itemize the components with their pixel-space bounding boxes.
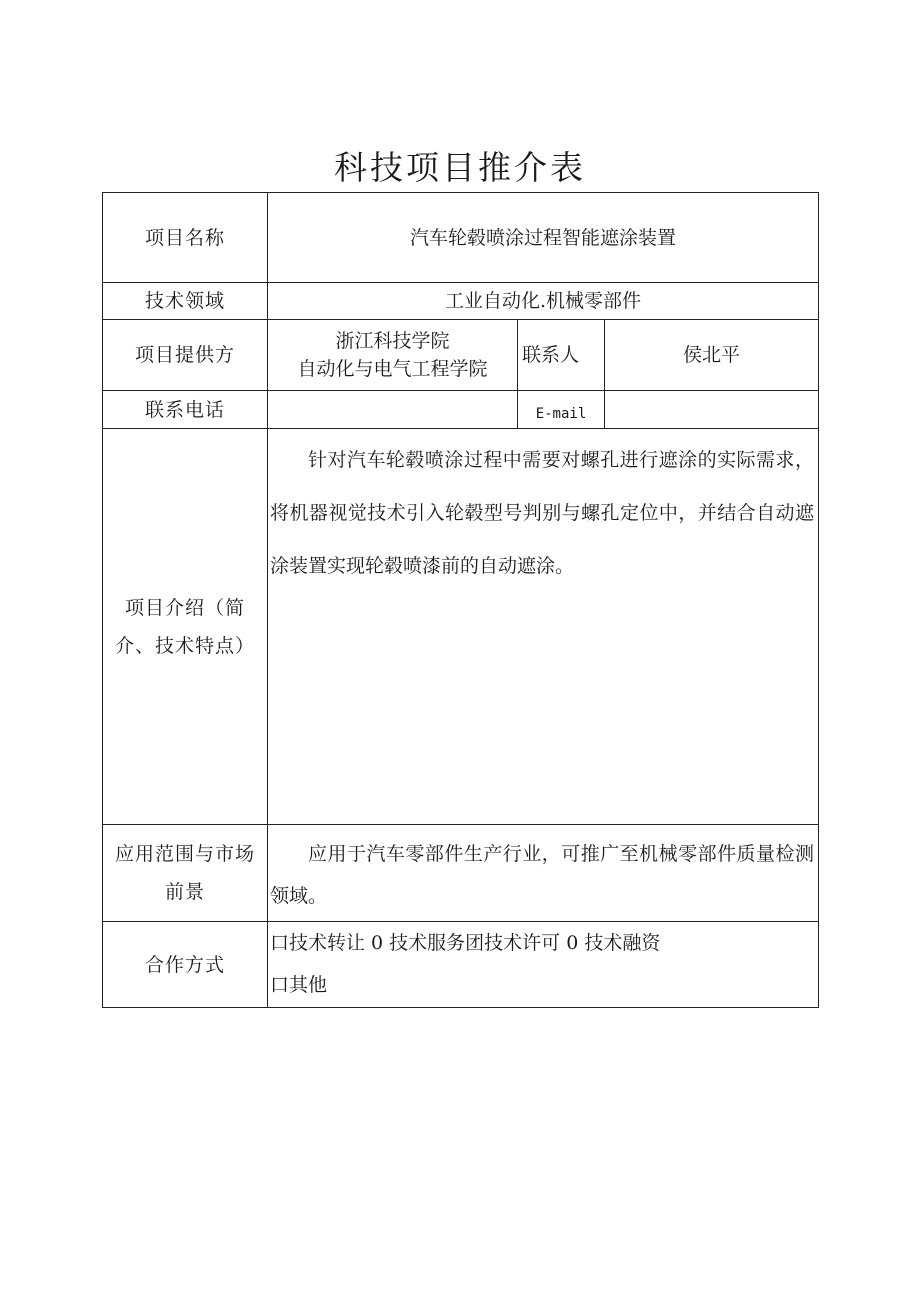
application-content — [268, 825, 819, 922]
cooperation-label: 合作方式 — [103, 922, 268, 1008]
project-name-label: 项目名称 — [103, 193, 268, 283]
cooperation-line1: 口技术转让 0 技术服务团技术许可 0 技术融资 — [270, 932, 661, 954]
row-phone — [103, 391, 819, 429]
email-value — [605, 391, 819, 429]
provider-label: 项目提供方 — [103, 320, 268, 391]
application-text: 应用于汽车零部件生产行业，可推广至机械零部件质量检测领域。 — [270, 843, 815, 907]
provider-line2: 自动化与电气工程学院 — [297, 358, 488, 380]
row-project-name — [103, 193, 819, 283]
project-form-table — [102, 192, 819, 1008]
contact-label: 联系人 — [518, 320, 605, 391]
provider-value — [268, 320, 518, 391]
application-label: 应用范围与市场前景 — [103, 825, 268, 922]
phone-label: 联系电话 — [103, 391, 268, 429]
intro-content — [268, 429, 819, 825]
cooperation-line2: 口其他 — [270, 974, 328, 996]
page-title: 科技项目推介表 — [334, 148, 586, 187]
tech-field-label: 技术领域 — [103, 283, 268, 320]
email-label: E-mail — [518, 391, 605, 429]
phone-value — [268, 391, 518, 429]
tech-field-value: 工业自动化.机械零部件 — [268, 283, 819, 320]
contact-value: 侯北平 — [605, 320, 819, 391]
provider-line1: 浙江科技学院 — [335, 330, 450, 352]
intro-text: 针对汽车轮毂喷涂过程中需要对螺孔进行遮涂的实际需求，将机器视觉技术引入轮毂型号判别与螺孔定位中，并结合自动遮涂装置实现轮毂喷漆前的自动遮涂。 — [270, 449, 815, 577]
row-intro — [103, 429, 819, 825]
row-cooperation — [103, 922, 819, 1008]
project-name-value: 汽车轮毂喷涂过程智能遮涂装置 — [268, 193, 819, 283]
row-tech-field — [103, 283, 819, 320]
cooperation-content — [268, 922, 819, 1008]
row-application — [103, 825, 819, 922]
row-provider — [103, 320, 819, 391]
intro-label: 项目介绍（简介、技术特点） — [103, 429, 268, 825]
